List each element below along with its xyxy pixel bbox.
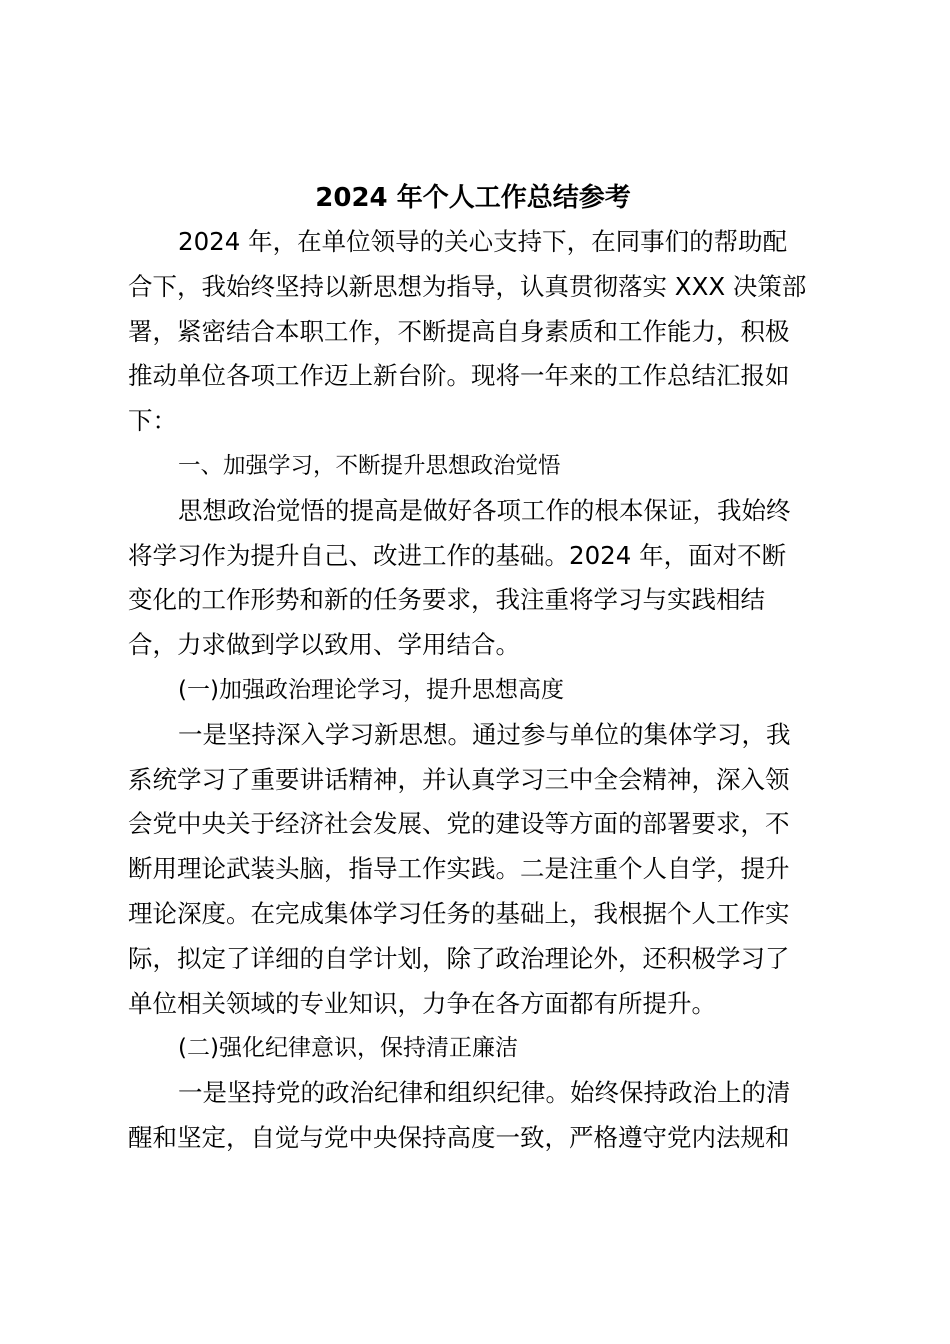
- paragraph-line: 断用理论武装头脑，指导工作实践。二是注重个人自学，提升: [128, 854, 790, 884]
- subsection-heading: (一)加强政治理论学习，提升思想高度: [178, 676, 564, 703]
- paragraph-line: 一是坚持党的政治纪律和组织纪律。始终保持政治上的清: [178, 1078, 791, 1108]
- paragraph-line: 下：: [128, 406, 177, 436]
- paragraph-line: 署，紧密结合本职工作，不断提高自身素质和工作能力，积极: [128, 316, 790, 346]
- paragraph-line: 际，拟定了详细的自学计划，除了政治理论外，还积极学习了: [128, 943, 790, 973]
- paragraph-line: 系统学习了重要讲话精神，并认真学习三中全会精神，深入领: [128, 764, 790, 794]
- section-heading: 一、加强学习，不断提升思想政治觉悟: [178, 452, 561, 479]
- paragraph-line: 合下，我始终坚持以新思想为指导，认真贯彻落实 XXX 决策部: [128, 271, 807, 301]
- document-page: [128, 176, 818, 1161]
- paragraph-line: 2024 年，在单位领导的关心支持下，在同事们的帮助配: [178, 227, 788, 256]
- paragraph-line: 醒和坚定，自觉与党中央保持高度一致，严格遵守党内法规和: [128, 1122, 790, 1152]
- paragraph-line: 将学习作为提升自己、改进工作的基础。2024 年，面对不断: [128, 540, 787, 570]
- subsection-heading: (二)强化纪律意识，保持清正廉洁: [178, 1035, 518, 1062]
- paragraph-line: 会党中央关于经济社会发展、党的建设等方面的部署要求，不: [128, 809, 790, 839]
- paragraph-line: 变化的工作形势和新的任务要求，我注重将学习与实践相结: [128, 585, 765, 615]
- paragraph-line: 思想政治觉悟的提高是做好各项工作的根本保证，我始终: [178, 495, 791, 525]
- document-title: 2024 年个人工作总结参考: [315, 183, 631, 213]
- paragraph-line: 合，力求做到学以致用、学用结合。: [128, 630, 520, 660]
- paragraph-line: 推动单位各项工作迈上新台阶。现将一年来的工作总结汇报如: [128, 361, 790, 391]
- paragraph-line: 一是坚持深入学习新思想。通过参与单位的集体学习，我: [178, 719, 791, 749]
- paragraph-line: 单位相关领域的专业知识，力争在各方面都有所提升。: [128, 988, 716, 1018]
- paragraph-line: 理论深度。在完成集体学习任务的基础上，我根据个人工作实: [128, 898, 790, 928]
